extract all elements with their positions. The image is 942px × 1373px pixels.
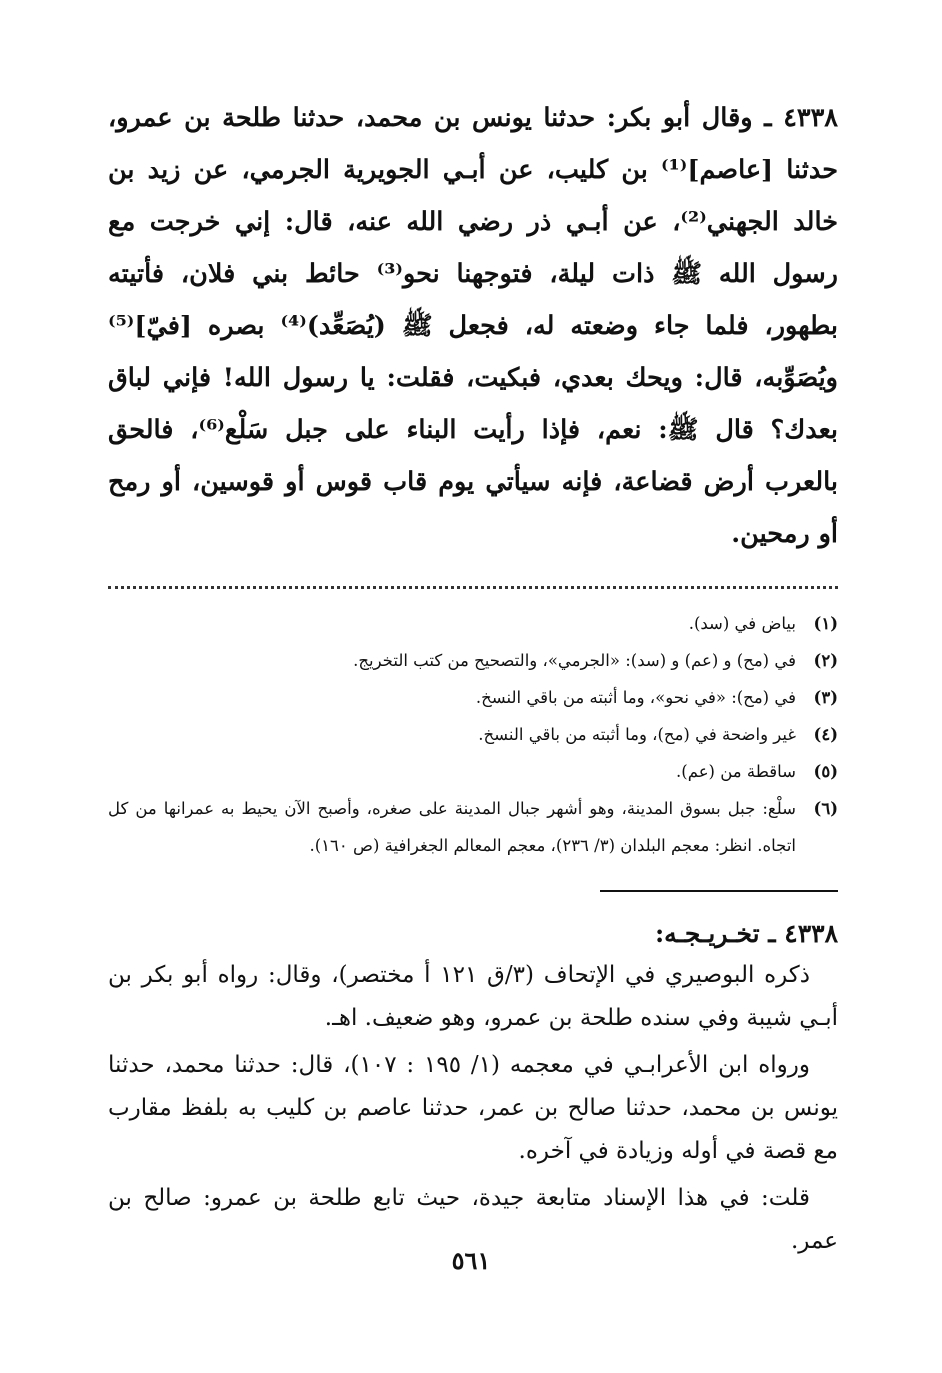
footnote-text: في (مح): «في نحو»، وما أثبته من باقي النسخ. [475, 688, 796, 707]
footnote-mark: (١) [813, 614, 838, 633]
footnote-mark: (٦) [813, 799, 838, 818]
footnote-text: ساقطة من (عم). [676, 762, 796, 781]
hadith-dash: ـ [764, 103, 772, 133]
takhrij-paragraph: قلت: في هذا الإسناد متابعة جيدة، حيث تابع طلحة بن عمرو: صالح بن عمر. [108, 1185, 838, 1254]
footnote-text: في (مح) و (عم) و (سد): «الجرمي»، والتصحيح من كتب التخريج. [353, 651, 796, 670]
footnote-text: بياض في (سد). [688, 614, 796, 633]
takhrij-paragraph: ورواه ابن الأعرابـي في معجمه (١/ ١٩٥ : ١٠٧)، قال: حدثنا محمد، حدثنا يونس بن محمد، حدثنا صالح بن عمر، حدثنا عاصم بن كليب به بلفظ مقارب مع قصة في أوله وزيادة في آخره. [108, 1052, 838, 1164]
page-content [108, 92, 838, 1263]
hadith-text: وقال أبو بكر: حدثنا يونس بن محمد، حدثنا طلحة بن عمرو، حدثنا [عاصم]⁽¹⁾ بن كليب، عن أبـي الجويرية الجرمي، عن زيد بن خالد الجهني⁽²⁾، عن أبـي ذر رضي الله عنه، قال: إني خرجت مع رسول الله ﷺ ذات ليلة، فتوجهنا نحو⁽³⁾ حائط بني فلان، فأتيته بطهور، فلما جاء وضعته له، فجعل ﷺ (يُصَعِّد)⁽⁴⁾ بصره [فيّ]⁽⁵⁾ ويُصَوِّبه، قال: ويحك بعدي، فبكيت، فقلت: يا رسول الله! فإني لباق بعدك؟ قال ﷺ: نعم، فإذا رأيت البناء على جبل سَلْع⁽⁶⁾، فالحق بالعرب أرض قضاعة، فإنه سيأتي يوم قاب قوس أو قوسين، أو رمح أو رمحين. [108, 103, 839, 549]
hadith-paragraph [108, 92, 838, 560]
footnote-mark: (٤) [813, 725, 838, 744]
footnotes [108, 605, 838, 864]
footnote-item [108, 753, 838, 790]
footnote-mark: (٥) [813, 762, 838, 781]
page-number: ٥٦١ [451, 1246, 491, 1275]
hadith-number: ٤٣٣٨ [783, 103, 838, 133]
footnote-item [108, 605, 838, 642]
footnote-item [108, 790, 838, 864]
footnote-item [108, 642, 838, 679]
footnote-text: غير واضحة في (مح)، وما أثبته من باقي النسخ. [478, 725, 796, 744]
takhrij-paragraph: ذكره البوصيري في الإتحاف (٣/ق ١٢١ أ مختصر)، وقال: رواه أبو بكر بن أبـي شيبة وفي سنده طلحة بن عمرو، وهو ضعيف. اهـ. [108, 962, 838, 1031]
footnote-item [108, 716, 838, 753]
footnote-mark: (٢) [813, 651, 838, 670]
takhrij-heading: ٤٣٣٨ ـ تخـريـجـه: [654, 919, 838, 948]
section-rule [600, 890, 838, 892]
footnote-mark: (٣) [813, 688, 838, 707]
hadith-block [108, 92, 838, 560]
takhrij-body [108, 954, 838, 1263]
footnote-text: سلْع: جبل بسوق المدينة، وهو أشهر جبال المدينة على صغره، وأصبح الآن يحيط به عمرانها من كل اتجاه. انظر: معجم البلدان (٣/ ٢٣٦)، معجم المعالم الجغرافية (ص ١٦٠). [108, 799, 796, 855]
footnote-separator [108, 576, 838, 589]
footnote-item [108, 679, 838, 716]
